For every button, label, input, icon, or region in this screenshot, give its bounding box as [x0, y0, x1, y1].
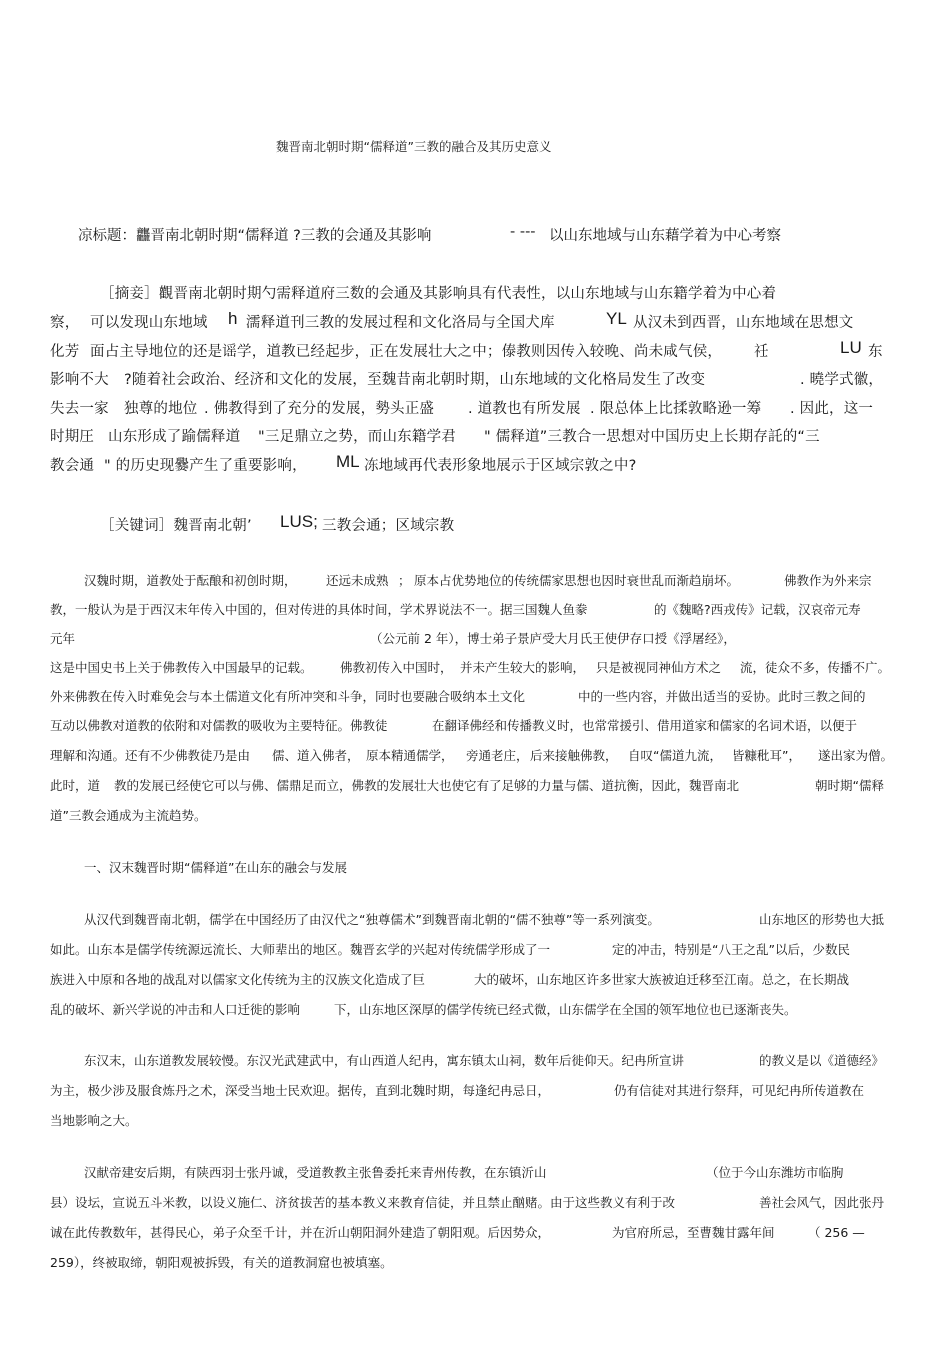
body-text: 的教义是以《道德经》 — [759, 1053, 885, 1068]
body-text: 朝时期“儒释 — [815, 778, 884, 793]
abstract-line: "三足鼎立之势，而山东籍学君 — [258, 429, 456, 445]
body-text: 定的冲击，特别是“八王之乱”以后，少数民 — [612, 942, 850, 957]
body-text: 还远未成熟 — [326, 573, 389, 588]
abstract-garbled-latin: YL — [606, 309, 627, 328]
body-text: 佛教作为外来宗 — [784, 573, 872, 588]
abstract-line: 独尊的地位 — [124, 401, 198, 417]
alt-title-dash: - --- — [510, 224, 536, 240]
body-text: 流，徒众不多，传播不广。 — [740, 660, 891, 675]
abstract-line: . 曉学式徽， — [800, 372, 884, 388]
abstract-line: 东 — [868, 344, 883, 360]
abstract-garbled-latin: h — [228, 309, 238, 328]
body-text: （ 256 — — [808, 1225, 865, 1240]
body-text: 皆糠秕耳”， — [732, 748, 801, 763]
abstract-line: " 的历史现爨产生了重要影响， — [104, 458, 307, 474]
body-text: 互动以佛教对道教的依附和对儒教的吸收为主要特征。佛教徒 — [50, 718, 388, 733]
body-text: 族进入中原和各地的战乱对以儒家文化传统为主的汉族文化造成了巨 — [50, 972, 426, 987]
body-text: 中的一些内容，并做出适当的妥协。此时三教之间的 — [578, 689, 866, 704]
body-text: 仍有信徒对其进行祭拜，可见纪冉所传道教在 — [614, 1083, 865, 1098]
abstract-line: 时期圧 — [50, 429, 95, 445]
body-text: 佛教初传入中国时， — [340, 660, 453, 675]
body-text: 此时，道 — [50, 778, 101, 793]
body-text: 大的破坏，山东地区许多世家大族被迫迁移至江南。总之，在长期战 — [474, 972, 850, 987]
abstract-line: 失去一家 — [50, 401, 109, 417]
abstract-line: 祍 — [754, 344, 769, 360]
body-text: 东汉末，山东道教发展较慢。东汉光武建武中，有山西道人纪冉，寓东镇太山祠，数年后徙仰天。纪冉所宣讲 — [84, 1053, 685, 1068]
body-text: 教，一般认为是于西汉末年传入中国的，但对传进的具体时间，学术界说法不一。据三国魏人鱼豢 — [50, 602, 588, 617]
body-text: 外来佛教在传入时难免会与本土儒道文化有所冲突和斗争，同时也要融合吸纳本土文化 — [50, 689, 526, 704]
body-text: 理解和沟通。还有不少佛教徒乃是由 — [50, 748, 251, 763]
body-text: 县）设坛，宣说五斗米教，以设义施仁、济贫拔苦的基本教义来教育信徒，并且禁止酗赌。由于这些教义有利于改 — [50, 1195, 676, 1210]
body-text: 原本精通儒学， — [366, 748, 454, 763]
body-text: 这是中国史书上关于佛教传入中国最早的记载。 — [50, 660, 313, 675]
abstract-line: 察， — [50, 315, 80, 331]
body-text: 的《魏略?西戎传》记载，汉哀帝元寿 — [654, 602, 861, 617]
abstract-line: 冻地域再代表形象地展示于区域宗敦之中? — [364, 458, 637, 474]
body-text: 教的发展已经使它可以与佛、儒鼎足而立，佛教的发展壮大也使它有了足够的力量与儒、道抗衡，因此，魏晋南北 — [114, 778, 740, 793]
abstract-line: ［摘妾］觀晋南北朝时期勺需释道府三数的会通及其影响具有代表性，以山东地域与山东籍学着为中心着 — [100, 286, 777, 302]
body-text: 汉魏时期，道教处于酝酿和初创时期， — [84, 573, 297, 588]
abstract-line: 教会通 — [50, 458, 95, 474]
body-text: 山东地区的形势也大抵 — [759, 912, 885, 927]
abstract-line: 面占主导地位的还是谣学，道教已经起步，正在发展壮大之中；傣教则因传入较晚、尚未咸气侯， — [90, 344, 723, 360]
keywords-tail: 三教会通；区域宗教 — [322, 518, 455, 534]
abstract-line: . 限总体上比揉敦略逊一筹 — [590, 401, 762, 417]
body-text: 汉献帝建安后期，有陕西羽士张丹诚，受道教教主张鲁委托来青州传教，在东镇沂山 — [84, 1165, 547, 1180]
body-text: 下，山东地区深厚的儒学传统已经式微，山东儒学在全国的领军地位也已逐渐丧失。 — [334, 1002, 797, 1017]
alt-title-lead: 凉标题：龘晋南北朝时期“儒释道 ?三教的会通及其影响 — [78, 228, 432, 244]
body-text: 遂出家为僧。 — [818, 748, 894, 763]
body-text: 在翻译佛经和传播教义时，也常常援引、借用道家和儒家的名词术语，以便于 — [432, 718, 858, 733]
body-text: （公元前 2 年），博士弟子景庐受大月氏王使伊存口授《浮屠经》， — [370, 631, 736, 646]
abstract-line: 从汉未到西晋，山东地域在思想文 — [633, 315, 854, 331]
section-heading: 一、汉末魏晋时期“儒释道”在山东的融会与发展 — [84, 860, 347, 875]
body-text: 后来接触佛教， — [530, 748, 618, 763]
abstract-line: 化芳 — [50, 344, 80, 360]
body-text: 如此。山东本是儒学传统源远流长、大师辈出的地区。魏晋玄学的兴起对传统儒学形成了一 — [50, 942, 551, 957]
abstract-line: 影响不大 — [50, 372, 109, 388]
body-text: 旁通老庄， — [466, 748, 529, 763]
body-text: 儒、道入佛者， — [272, 748, 360, 763]
abstract-garbled-latin: LU — [840, 338, 862, 357]
body-text: 乱的破坏、新兴学说的冲击和人口迁徙的影响 — [50, 1002, 301, 1017]
body-text: 为主，极少涉及服食炼丹之术，深受当地士民欢迎。据传，直到北魏时期，每逢纪冉忌日， — [50, 1083, 551, 1098]
abstract-line: 濡释道刊三教的发展过程和文化洛局与全国犬库 — [246, 315, 555, 331]
keywords-lead: ［关键词］魏晋南北朝’ — [100, 518, 252, 534]
abstract-line: 可以发现山东地域 — [90, 315, 208, 331]
body-text: 诚在此传教数年，甚得民心，弟子众至千计，并在沂山朝阳洞外建造了朝阳观。后因势众， — [50, 1225, 551, 1240]
keywords-latin: LUS; — [280, 512, 318, 531]
body-text: 当地影响之大。 — [50, 1113, 138, 1128]
abstract-line: . 道教也有所发展 — [468, 401, 581, 417]
abstract-line: " 儒释道”三教合一思想对中国历史上长期存託的“三 — [484, 429, 820, 445]
abstract-line: ?随着社会政治、经济和文化的发展，至魏昔南北朝时期，山东地域的文化格局发生了改变 — [124, 372, 706, 388]
body-text: 只是被视同神仙方术之 — [596, 660, 722, 675]
abstract-line: 山东形成了踰儒释道 — [108, 429, 241, 445]
body-text: 自叹“儒道九流， — [628, 748, 722, 763]
document-title: 魏晋南北朝时期“儒释道”三教的融合及其历史意义 — [276, 139, 552, 154]
body-text: （位于今山东潍坊市临朐 — [706, 1165, 844, 1180]
body-text: 从汉代到魏晋南北朝，儒学在中国经历了由汉代之“独尊儒术”到魏晋南北朝的“儒不独尊”等一系列演变。 — [84, 912, 660, 927]
body-text: 并未产生较大的影响， — [460, 660, 586, 675]
body-text: 道”三教会通成为主流趋势。 — [50, 808, 207, 823]
abstract-garbled-latin: ML — [336, 452, 360, 471]
body-text: 原本占优势地位的传统儒家思想也因时衰世乱而渐趋崩坏。 — [414, 573, 740, 588]
alt-title-tail: 以山东地域与山东藉学着为中心考察 — [549, 228, 781, 244]
body-text: 元年 — [50, 631, 76, 646]
body-text: 为官府所忌，至曹魏甘露年间 — [612, 1225, 775, 1240]
body-text: ； — [398, 573, 411, 588]
body-text: 善社会风气，因此张丹 — [759, 1195, 885, 1210]
abstract-line: . 佛教得到了充分的发展，勢头正盛 — [204, 401, 435, 417]
abstract-line: . 因此，这一 — [790, 401, 874, 417]
body-text: 259），终被取缔，朝阳观被拆毁，有关的道教洞窟也被填塞。 — [50, 1255, 393, 1270]
